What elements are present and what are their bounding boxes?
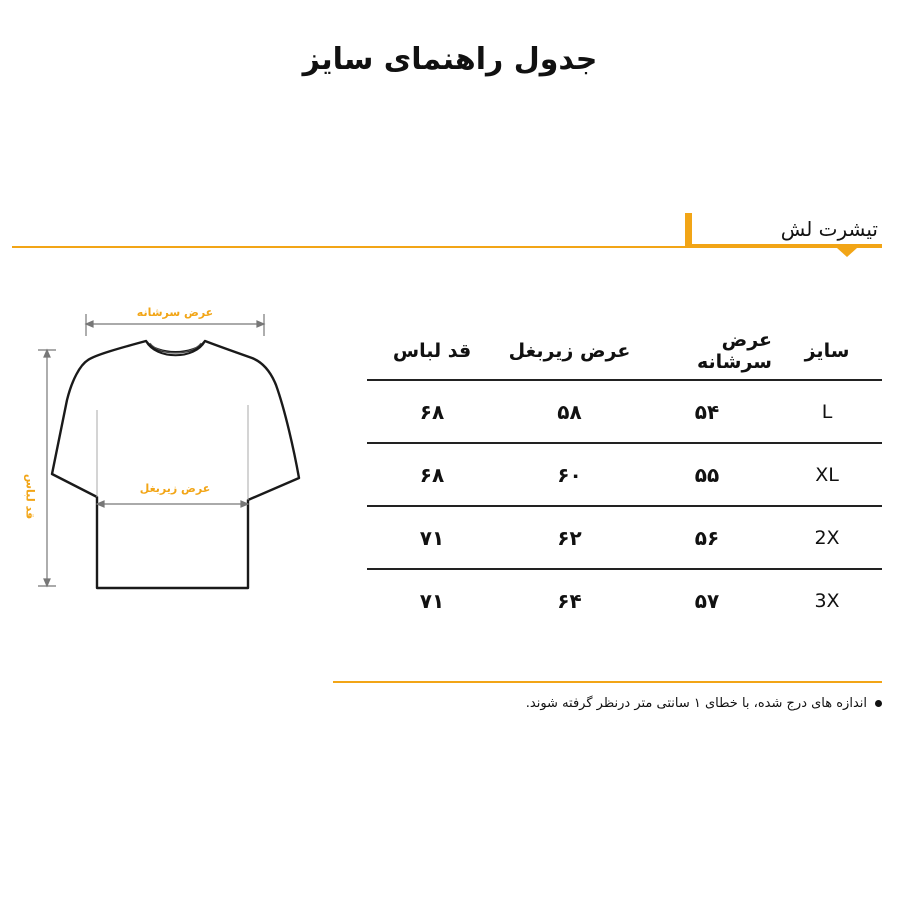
cell-chest: ۶۴ [557,588,582,613]
bullet-icon [875,700,882,707]
measurement-note [322,696,882,711]
cell-size: L [821,400,833,423]
table-row [367,570,882,631]
table-row [367,507,882,570]
page-title: جدول راهنمای سایز [302,42,598,77]
tshirt-diagram [0,300,320,600]
header-chest: عرض زیربغل [508,339,631,362]
tshirt-outline [52,341,299,588]
cell-shoulder: ۵۶ [694,525,720,550]
table-header-row [367,322,882,381]
size-table [367,322,882,631]
cell-shoulder: ۵۴ [694,399,720,424]
cell-length: ۶۸ [419,462,445,487]
header-length: قد لباس [392,339,472,362]
section-label: تیشرت لش [780,217,878,241]
header-shoulder: عرض سرشانه [697,328,772,373]
chest-width-label: عرض زیربغل [139,482,211,495]
cell-chest: ۶۲ [557,525,582,550]
cell-size: 3X [814,589,840,612]
cell-shoulder: ۵۵ [694,462,720,487]
garment-length-label: قد لباس [23,473,37,520]
cell-chest: ۵۸ [557,399,582,424]
section-tab-notch [837,248,857,257]
note-divider [333,681,882,683]
cell-size: XL [815,463,839,486]
header-size: سایز [804,339,850,362]
cell-chest: ۶۰ [557,462,582,487]
table-row [367,381,882,444]
cell-size: 2X [814,526,840,549]
cell-shoulder: ۵۷ [694,588,720,613]
cell-length: ۷۱ [419,588,445,613]
cell-length: ۷۱ [419,525,445,550]
shoulder-width-label: عرض سرشانه [136,306,214,319]
note-text: اندازه های درج شده، با خطای ۱ سانتی متر درنظر گرفته شوند. [525,696,867,711]
table-row [367,444,882,507]
cell-length: ۶۸ [419,399,445,424]
